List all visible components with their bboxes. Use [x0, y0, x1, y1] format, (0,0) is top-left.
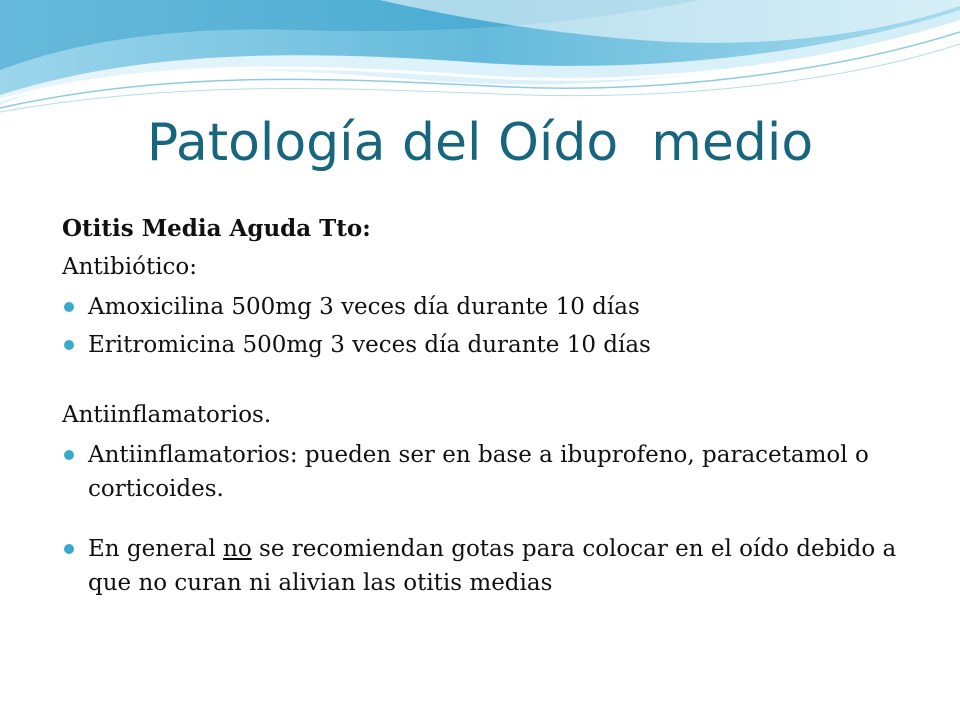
- bullet-icon: [64, 450, 74, 460]
- bullet-icon: [64, 544, 74, 554]
- bullet-icon: [64, 340, 74, 350]
- spacer: [62, 506, 922, 528]
- list-item: [62, 532, 922, 600]
- list-item: [62, 290, 922, 324]
- spacer: [62, 362, 922, 396]
- antibiotic-label: Antibiótico:: [62, 254, 198, 280]
- slide-title: Patología del Oído medio: [146, 113, 814, 173]
- header-wave-decoration: [0, 0, 960, 120]
- underlined-word: no: [223, 536, 252, 562]
- antiinflammatory-label: Antiinflamatorios.: [62, 402, 272, 428]
- bullet-text-before: En general: [88, 536, 224, 562]
- bullet-text: Amoxicilina 500mg 3 veces día durante 10 días: [88, 294, 640, 320]
- list-item: [62, 438, 922, 506]
- list-item: [62, 328, 922, 362]
- bullet-text: Antiinflamatorios: pueden ser en base a ibuprofeno, paracetamol o corticoides.: [88, 442, 869, 502]
- slide-body: [62, 210, 922, 600]
- bullet-text-after: se recomiendan gotas para colocar en el oído debido a que no curan ni alivian las otitis medias: [88, 536, 897, 596]
- bullet-text: Eritromicina 500mg 3 veces día durante 10 días: [88, 332, 651, 358]
- bullet-icon: [64, 302, 74, 312]
- section-heading: Otitis Media Aguda Tto:: [62, 215, 371, 242]
